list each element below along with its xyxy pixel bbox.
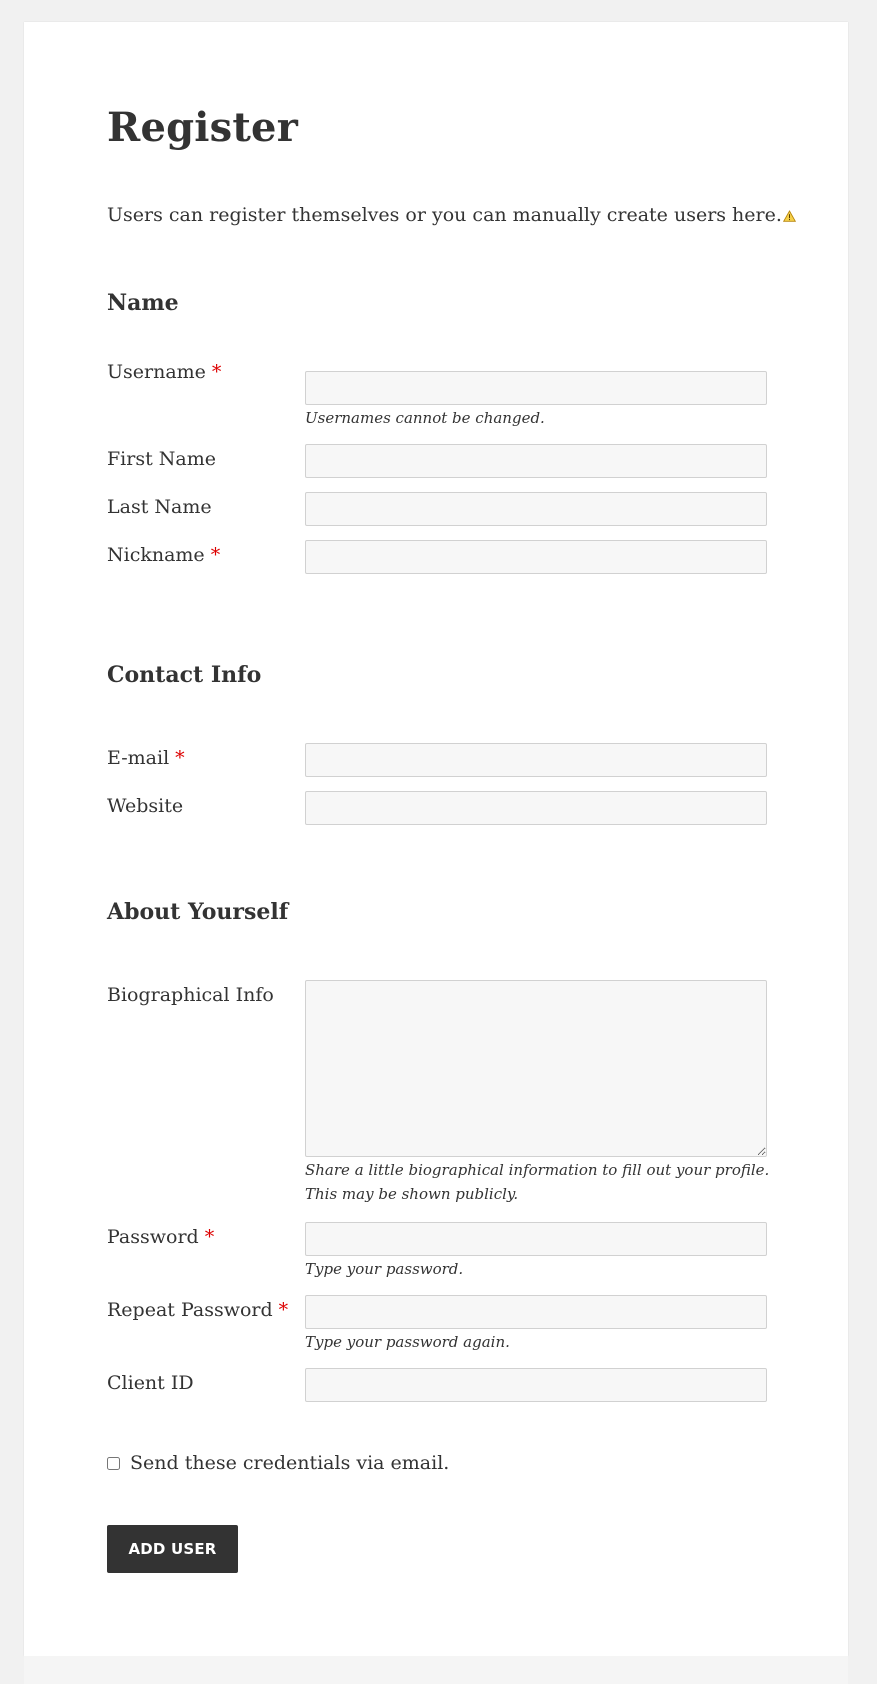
footer-strip bbox=[24, 1656, 848, 1684]
required-mark: * bbox=[210, 544, 221, 566]
last-name-label: Last Name bbox=[107, 496, 212, 518]
repeat-password-input[interactable] bbox=[305, 1295, 767, 1329]
warning-icon bbox=[783, 210, 796, 222]
email-input[interactable] bbox=[305, 743, 767, 777]
add-user-button[interactable]: ADD USER bbox=[107, 1525, 238, 1573]
nickname-label bbox=[107, 541, 220, 569]
website-label: Website bbox=[107, 795, 184, 817]
email-label-text: E-mail bbox=[107, 747, 170, 769]
username-help: Usernames cannot be changed. bbox=[305, 409, 545, 427]
bio-help-line-2: This may be shown publicly. bbox=[305, 1185, 519, 1203]
nickname-label-text: Nickname bbox=[107, 544, 205, 566]
required-mark: * bbox=[175, 747, 185, 769]
intro-text bbox=[107, 201, 796, 229]
website-input[interactable] bbox=[305, 791, 767, 825]
page-title: Register bbox=[107, 104, 298, 151]
password-input[interactable] bbox=[305, 1222, 767, 1256]
password-label-text: Password bbox=[107, 1226, 199, 1248]
repeat-password-label bbox=[107, 1296, 288, 1324]
first-name-label: First Name bbox=[107, 448, 216, 470]
section-title-about: About Yourself bbox=[107, 899, 289, 925]
required-mark: * bbox=[278, 1299, 289, 1321]
repeat-password-label-text: Repeat Password bbox=[107, 1299, 273, 1321]
section-title-contact: Contact Info bbox=[107, 662, 262, 688]
email-label bbox=[107, 744, 185, 772]
client-id-input[interactable] bbox=[305, 1368, 767, 1402]
required-mark: * bbox=[204, 1226, 215, 1248]
bio-help-line-1: Share a little biographical information to fill out your profile. bbox=[305, 1161, 770, 1179]
bio-label: Biographical Info bbox=[107, 984, 274, 1006]
intro-text-content: Users can register themselves or you can manually create users here. bbox=[107, 204, 782, 226]
first-name-input[interactable] bbox=[305, 444, 767, 478]
required-mark: * bbox=[211, 361, 222, 383]
last-name-input[interactable] bbox=[305, 492, 767, 526]
username-input[interactable] bbox=[305, 371, 767, 405]
password-label bbox=[107, 1223, 214, 1251]
username-label bbox=[107, 358, 221, 386]
client-id-label: Client ID bbox=[107, 1372, 194, 1394]
send-credentials-checkbox[interactable] bbox=[107, 1457, 120, 1470]
password-help: Type your password. bbox=[305, 1260, 464, 1278]
username-label-text: Username bbox=[107, 361, 206, 383]
register-card bbox=[24, 22, 848, 1656]
bio-textarea[interactable] bbox=[305, 980, 767, 1157]
repeat-password-help: Type your password again. bbox=[305, 1333, 510, 1351]
section-title-name: Name bbox=[107, 290, 179, 316]
nickname-input[interactable] bbox=[305, 540, 767, 574]
send-credentials-label[interactable]: Send these credentials via email. bbox=[130, 1452, 450, 1474]
